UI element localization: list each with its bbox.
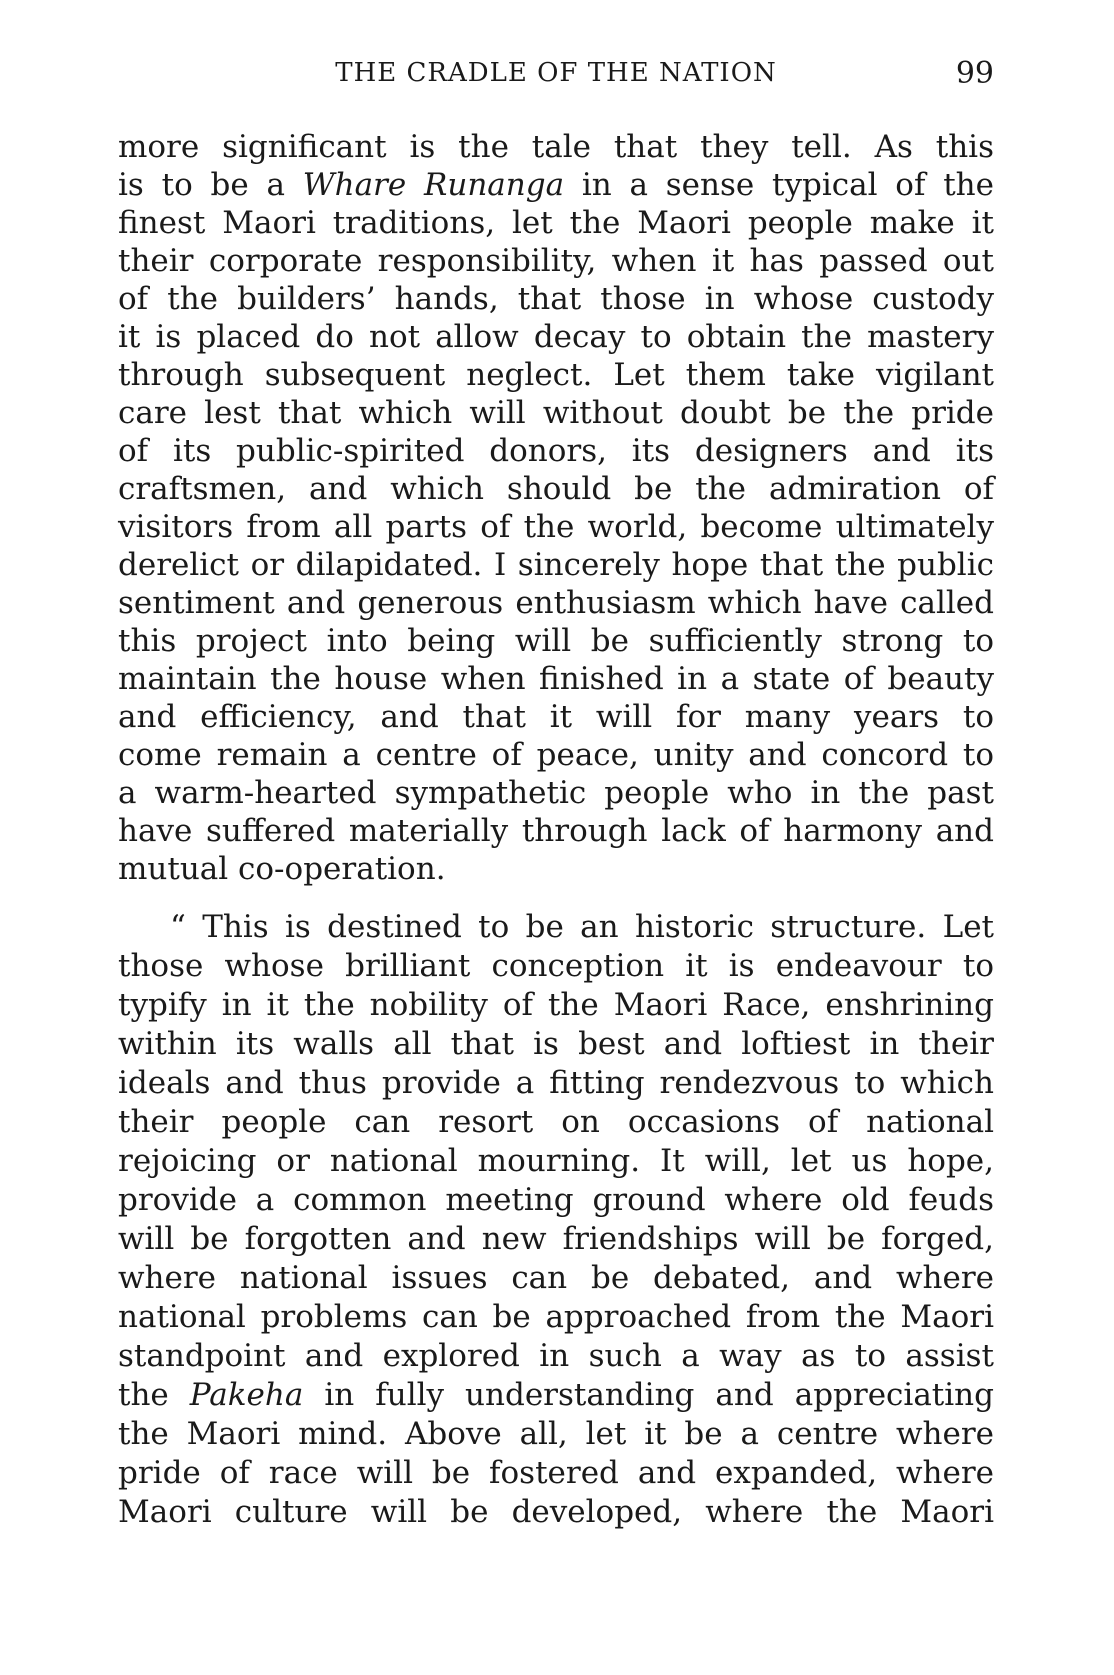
text-line: those whose brilliant conception it is endeavour to (118, 948, 994, 984)
text-line: Maori culture will be developed, where the Maori (118, 1494, 994, 1530)
text-line: this project into being will be sufficiently strong to (118, 623, 994, 659)
text-line: typify in it the nobility of the Maori Race, enshrining (118, 987, 994, 1023)
text-line: rejoicing or national mourning. It will, let us hope, (118, 1143, 994, 1179)
text-line: through subsequent neglect. Let them take vigilant (118, 357, 994, 393)
text-line (118, 164, 994, 206)
text-line: and efficiency, and that it will for many years to (118, 699, 994, 735)
text-line: their people can resort on occasions of national (118, 1104, 994, 1140)
text-line: mutual co-operation. (118, 851, 446, 887)
text-line: pride of race will be fostered and expanded, where (118, 1455, 994, 1491)
italic-term: Whare Runanga (302, 167, 565, 203)
running-title: THE CRADLE OF THE NATION (335, 58, 777, 88)
text-line: of its public-spirited donors, its designers and its (118, 433, 994, 469)
text-line: derelict or dilapidated. I sincerely hope that the public (118, 547, 994, 583)
text-line: a warm-hearted sympathetic people who in the past (118, 775, 994, 811)
text-line: care lest that which will without doubt be the pride (118, 395, 994, 431)
text-line: maintain the house when finished in a state of beauty (118, 661, 994, 697)
text-line: visitors from all parts of the world, become ultimately (118, 509, 994, 545)
text-line: come remain a centre of peace, unity and concord to (118, 737, 994, 773)
text-line: finest Maori traditions, let the Maori people make it (118, 205, 994, 241)
text-line: sentiment and generous enthusiasm which have called (118, 585, 994, 621)
text-line: the Maori mind. Above all, let it be a centre where (118, 1416, 994, 1452)
text-line: have suffered materially through lack of harmony and (118, 813, 994, 849)
text-run: is to be a (118, 167, 303, 203)
text-line: will be forgotten and new friendships will be forged, (118, 1221, 994, 1257)
text-line: standpoint and explored in such a way as to assist (118, 1338, 994, 1374)
text-line: more significant is the tale that they tell. As this (118, 129, 994, 165)
text-line: “ This is destined to be an historic structure. Let (170, 909, 994, 945)
text-line: national problems can be approached from the Maori (118, 1299, 994, 1335)
running-head (118, 58, 994, 94)
text-line: it is placed do not allow decay to obtain the mastery (118, 319, 994, 355)
text-line: ideals and thus provide a fitting rendezvous to which (118, 1065, 994, 1101)
text-line: of the builders’ hands, that those in whose custody (118, 281, 994, 317)
text-line: where national issues can be debated, and where (118, 1260, 994, 1296)
text-run: the (118, 1377, 190, 1413)
text-line: provide a common meeting ground where old feuds (118, 1182, 994, 1218)
text-line (118, 1374, 994, 1416)
text-run: in a sense typical of the (564, 167, 994, 203)
italic-term: Pakeha (189, 1377, 304, 1413)
text-run: in fully understanding and appreciating (303, 1377, 994, 1413)
text-line: their corporate responsibility, when it has passed out (118, 243, 994, 279)
page-number: 99 (955, 56, 994, 91)
text-line: within its walls all that is best and loftiest in their (118, 1026, 994, 1062)
text-line: craftsmen, and which should be the admiration of (118, 471, 994, 507)
